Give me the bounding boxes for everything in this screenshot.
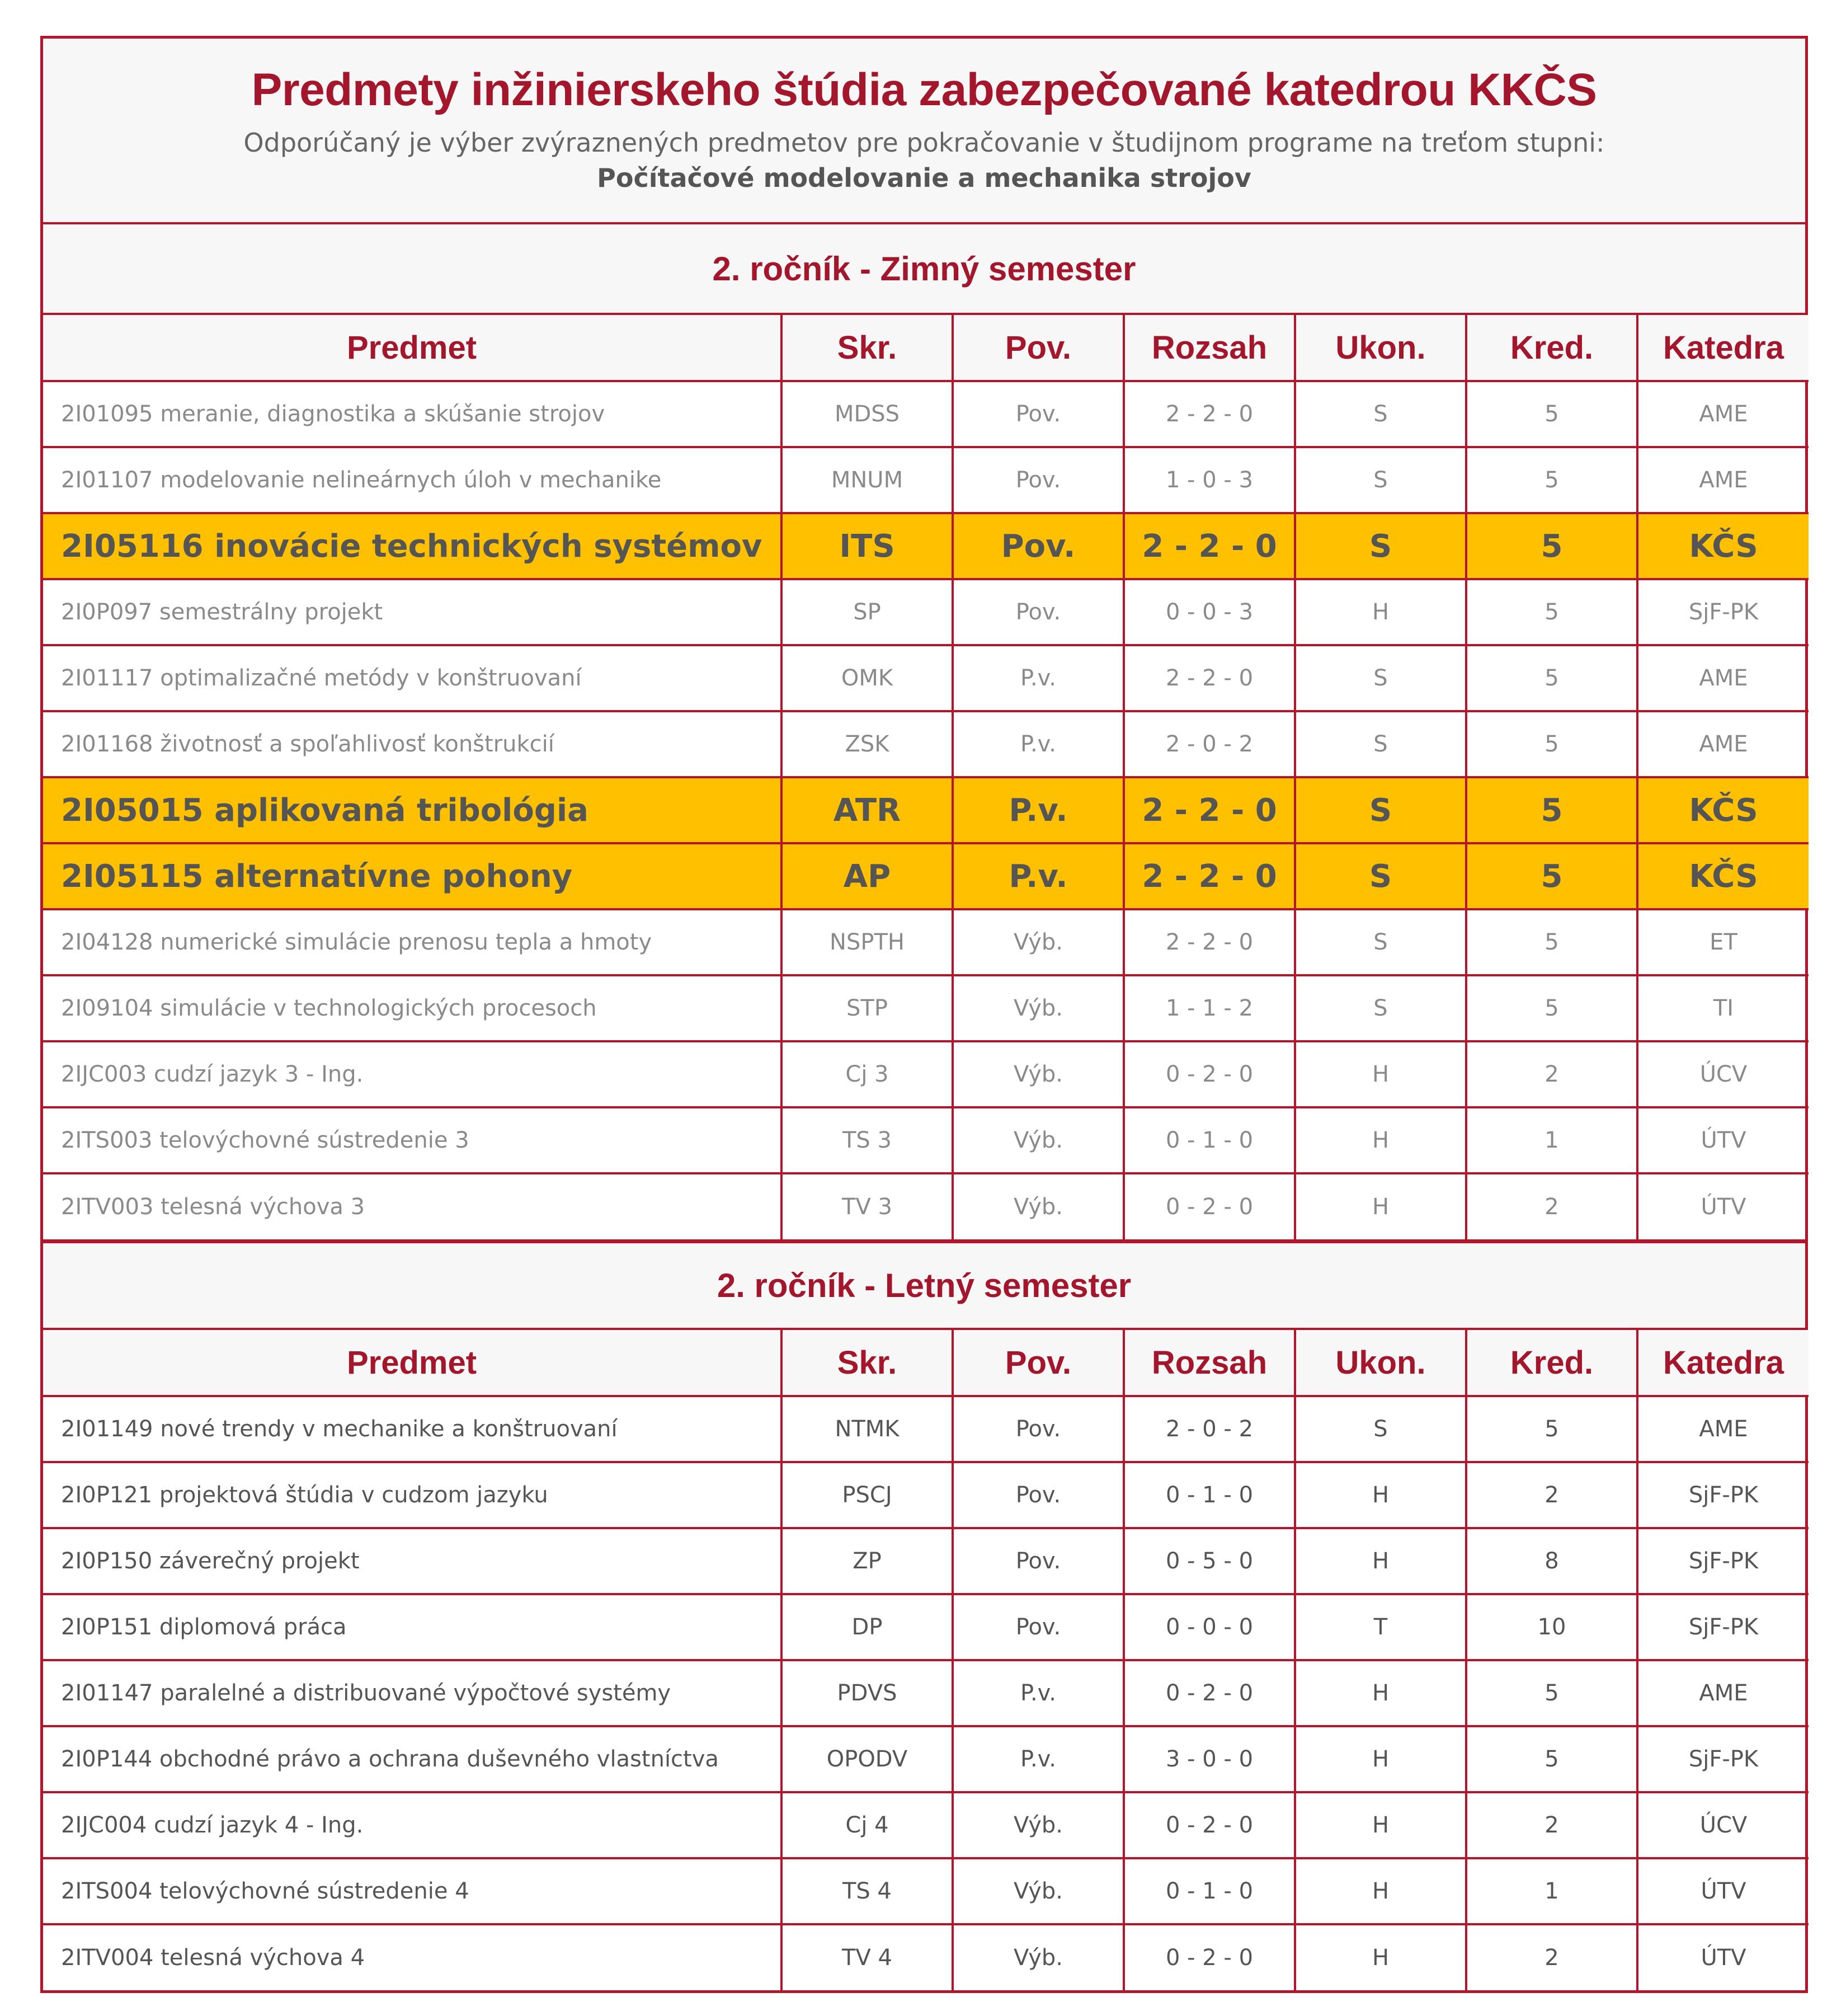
table-row	[43, 381, 1809, 447]
col-header-katedra: Katedra	[1637, 315, 1809, 381]
table-row	[43, 975, 1809, 1041]
winter-semester-table	[43, 315, 1809, 1239]
cell-rozsah: 3 - 0 - 0	[1124, 1726, 1295, 1792]
cell-skr: Cj 3	[781, 1041, 953, 1107]
cell-pov: Pov.	[953, 1594, 1124, 1660]
col-header-kred: Kred.	[1466, 315, 1637, 381]
cell-katedra: KČS	[1637, 777, 1809, 843]
cell-predmet: 2I09104 simulácie v technologických procesoch	[43, 975, 781, 1041]
cell-skr: MDSS	[781, 381, 953, 447]
cell-kred: 5	[1466, 777, 1637, 843]
cell-katedra: SjF-PK	[1637, 1726, 1809, 1792]
cell-ukon: H	[1295, 1173, 1466, 1239]
cell-rozsah: 2 - 0 - 2	[1124, 1396, 1295, 1462]
cell-kred: 5	[1466, 513, 1637, 579]
cell-skr: TS 3	[781, 1107, 953, 1173]
cell-predmet: 2ITV004 telesná výchova 4	[43, 1924, 781, 1990]
col-header-skr: Skr.	[781, 1330, 953, 1396]
table-row-highlighted	[43, 843, 1809, 909]
cell-pov: Výb.	[953, 1858, 1124, 1924]
cell-pov: P.v.	[953, 843, 1124, 909]
cell-kred: 2	[1466, 1462, 1637, 1528]
winter-semester-title: 2. ročník - Zimný semester	[712, 250, 1136, 288]
cell-skr: Cj 4	[781, 1792, 953, 1858]
cell-ukon: H	[1295, 1528, 1466, 1594]
cell-skr: NSPTH	[781, 909, 953, 975]
page-header	[43, 39, 1805, 224]
cell-pov: Výb.	[953, 1107, 1124, 1173]
cell-katedra: ET	[1637, 909, 1809, 975]
cell-skr: TV 4	[781, 1924, 953, 1990]
cell-predmet: 2I01168 životnosť a spoľahlivosť konštrukcií	[43, 711, 781, 777]
program-name: Počítačové modelovanie a mechanika strojov	[597, 163, 1251, 193]
cell-ukon: H	[1295, 1107, 1466, 1173]
cell-pov: Výb.	[953, 975, 1124, 1041]
cell-rozsah: 2 - 0 - 2	[1124, 711, 1295, 777]
page-title: Predmety inžinierskeho štúdia zabezpečované katedrou KKČS	[251, 64, 1597, 115]
cell-pov: Pov.	[953, 1462, 1124, 1528]
cell-kred: 5	[1466, 645, 1637, 711]
cell-katedra: ÚCV	[1637, 1792, 1809, 1858]
cell-katedra: SjF-PK	[1637, 1528, 1809, 1594]
table-row	[43, 1041, 1809, 1107]
cell-skr: PSCJ	[781, 1462, 953, 1528]
cell-rozsah: 0 - 2 - 0	[1124, 1660, 1295, 1726]
cell-katedra: AME	[1637, 711, 1809, 777]
cell-rozsah: 0 - 2 - 0	[1124, 1173, 1295, 1239]
cell-ukon: S	[1295, 1396, 1466, 1462]
cell-predmet: 2I01117 optimalizačné metódy v konštruovaní	[43, 645, 781, 711]
cell-kred: 5	[1466, 447, 1637, 513]
cell-rozsah: 0 - 1 - 0	[1124, 1858, 1295, 1924]
cell-katedra: SjF-PK	[1637, 1462, 1809, 1528]
cell-skr: ZP	[781, 1528, 953, 1594]
cell-skr: TS 4	[781, 1858, 953, 1924]
table-row	[43, 1173, 1809, 1239]
cell-predmet: 2ITV003 telesná výchova 3	[43, 1173, 781, 1239]
cell-kred: 2	[1466, 1924, 1637, 1990]
cell-kred: 8	[1466, 1528, 1637, 1594]
cell-ukon: H	[1295, 1462, 1466, 1528]
cell-katedra: ÚTV	[1637, 1924, 1809, 1990]
cell-predmet: 2I01095 meranie, diagnostika a skúšanie strojov	[43, 381, 781, 447]
col-header-pov: Pov.	[953, 1330, 1124, 1396]
cell-rozsah: 0 - 1 - 0	[1124, 1107, 1295, 1173]
cell-pov: Pov.	[953, 579, 1124, 645]
cell-pov: Pov.	[953, 381, 1124, 447]
cell-skr: MNUM	[781, 447, 953, 513]
cell-rozsah: 2 - 2 - 0	[1124, 381, 1295, 447]
cell-ukon: H	[1295, 1924, 1466, 1990]
cell-katedra: TI	[1637, 975, 1809, 1041]
cell-pov: Pov.	[953, 1396, 1124, 1462]
cell-rozsah: 2 - 2 - 0	[1124, 843, 1295, 909]
cell-pov: Výb.	[953, 1041, 1124, 1107]
table-row-highlighted	[43, 777, 1809, 843]
cell-skr: AP	[781, 843, 953, 909]
col-header-katedra: Katedra	[1637, 1330, 1809, 1396]
table-row	[43, 1858, 1809, 1924]
winter-table-body	[43, 381, 1809, 1239]
cell-kred: 1	[1466, 1107, 1637, 1173]
cell-rozsah: 0 - 0 - 3	[1124, 579, 1295, 645]
cell-rozsah: 2 - 2 - 0	[1124, 513, 1295, 579]
cell-predmet: 2I0P144 obchodné právo a ochrana duševného vlastníctva	[43, 1726, 781, 1792]
cell-predmet: 2I05115 alternatívne pohony	[43, 843, 781, 909]
cell-pov: Výb.	[953, 1924, 1124, 1990]
cell-rozsah: 2 - 2 - 0	[1124, 909, 1295, 975]
cell-katedra: AME	[1637, 447, 1809, 513]
cell-katedra: AME	[1637, 645, 1809, 711]
table-row-highlighted	[43, 513, 1809, 579]
cell-pov: Výb.	[953, 1792, 1124, 1858]
cell-rozsah: 2 - 2 - 0	[1124, 777, 1295, 843]
cell-rozsah: 0 - 1 - 0	[1124, 1462, 1295, 1528]
col-header-predmet: Predmet	[43, 1330, 781, 1396]
cell-rozsah: 0 - 2 - 0	[1124, 1924, 1295, 1990]
cell-skr: ATR	[781, 777, 953, 843]
cell-ukon: S	[1295, 447, 1466, 513]
cell-ukon: H	[1295, 1660, 1466, 1726]
cell-ukon: S	[1295, 843, 1466, 909]
cell-ukon: H	[1295, 1792, 1466, 1858]
cell-katedra: KČS	[1637, 843, 1809, 909]
cell-pov: P.v.	[953, 777, 1124, 843]
cell-predmet: 2ITS003 telovýchovné sústredenie 3	[43, 1107, 781, 1173]
summer-semester-table	[43, 1330, 1809, 1990]
cell-rozsah: 0 - 0 - 0	[1124, 1594, 1295, 1660]
cell-predmet: 2ITS004 telovýchovné sústredenie 4	[43, 1858, 781, 1924]
cell-ukon: S	[1295, 381, 1466, 447]
cell-pov: P.v.	[953, 1726, 1124, 1792]
winter-table-head	[43, 315, 1809, 381]
table-row	[43, 1660, 1809, 1726]
cell-kred: 5	[1466, 909, 1637, 975]
cell-katedra: ÚTV	[1637, 1107, 1809, 1173]
cell-skr: OPODV	[781, 1726, 953, 1792]
cell-ukon: S	[1295, 909, 1466, 975]
cell-rozsah: 0 - 2 - 0	[1124, 1041, 1295, 1107]
cell-ukon: T	[1295, 1594, 1466, 1660]
cell-pov: P.v.	[953, 711, 1124, 777]
cell-pov: Pov.	[953, 513, 1124, 579]
cell-skr: OMK	[781, 645, 953, 711]
cell-predmet: 2IJC004 cudzí jazyk 4 - Ing.	[43, 1792, 781, 1858]
cell-rozsah: 1 - 1 - 2	[1124, 975, 1295, 1041]
cell-rozsah: 1 - 0 - 3	[1124, 447, 1295, 513]
cell-rozsah: 2 - 2 - 0	[1124, 645, 1295, 711]
cell-katedra: ÚCV	[1637, 1041, 1809, 1107]
cell-kred: 2	[1466, 1792, 1637, 1858]
cell-kred: 5	[1466, 1396, 1637, 1462]
summer-table-head	[43, 1330, 1809, 1396]
table-row	[43, 1107, 1809, 1173]
table-row	[43, 1594, 1809, 1660]
cell-pov: Výb.	[953, 1173, 1124, 1239]
cell-pov: Výb.	[953, 909, 1124, 975]
cell-predmet: 2I0P150 záverečný projekt	[43, 1528, 781, 1594]
cell-kred: 5	[1466, 711, 1637, 777]
cell-predmet: 2I0P121 projektová štúdia v cudzom jazyku	[43, 1462, 781, 1528]
cell-skr: ITS	[781, 513, 953, 579]
col-header-kred: Kred.	[1466, 1330, 1637, 1396]
cell-predmet: 2I01147 paralelné a distribuované výpočtové systémy	[43, 1660, 781, 1726]
cell-ukon: S	[1295, 513, 1466, 579]
cell-kred: 2	[1466, 1041, 1637, 1107]
cell-predmet: 2I0P151 diplomová práca	[43, 1594, 781, 1660]
summer-table-body	[43, 1396, 1809, 1990]
col-header-ukon: Ukon.	[1295, 315, 1466, 381]
cell-ukon: H	[1295, 1041, 1466, 1107]
cell-kred: 5	[1466, 843, 1637, 909]
cell-skr: SP	[781, 579, 953, 645]
cell-predmet: 2I01107 modelovanie nelineárnych úloh v mechanike	[43, 447, 781, 513]
cell-kred: 2	[1466, 1173, 1637, 1239]
cell-pov: Pov.	[953, 447, 1124, 513]
cell-kred: 1	[1466, 1858, 1637, 1924]
table-row	[43, 1726, 1809, 1792]
cell-pov: Pov.	[953, 1528, 1124, 1594]
cell-ukon: H	[1295, 1726, 1466, 1792]
cell-ukon: H	[1295, 1858, 1466, 1924]
page-subtitle: Odporúčaný je výber zvýraznených predmetov pre pokračovanie v študijnom programe na treťom stupni:	[243, 128, 1605, 158]
col-header-skr: Skr.	[781, 315, 953, 381]
table-row	[43, 1462, 1809, 1528]
table-row	[43, 447, 1809, 513]
cell-predmet: 2I04128 numerické simulácie prenosu tepla a hmoty	[43, 909, 781, 975]
cell-kred: 5	[1466, 975, 1637, 1041]
summer-semester-title: 2. ročník - Letný semester	[717, 1267, 1132, 1304]
cell-predmet: 2I05015 aplikovaná tribológia	[43, 777, 781, 843]
table-row	[43, 1924, 1809, 1990]
col-header-rozsah: Rozsah	[1124, 315, 1295, 381]
cell-predmet: 2I05116 inovácie technických systémov	[43, 513, 781, 579]
cell-pov: P.v.	[953, 1660, 1124, 1726]
table-row	[43, 1792, 1809, 1858]
cell-katedra: AME	[1637, 381, 1809, 447]
cell-predmet: 2I0P097 semestrálny projekt	[43, 579, 781, 645]
cell-ukon: S	[1295, 777, 1466, 843]
cell-katedra: ÚTV	[1637, 1858, 1809, 1924]
cell-kred: 5	[1466, 1660, 1637, 1726]
summer-semester-header	[43, 1239, 1805, 1330]
cell-skr: TV 3	[781, 1173, 953, 1239]
table-row	[43, 909, 1809, 975]
cell-katedra: AME	[1637, 1396, 1809, 1462]
cell-skr: STP	[781, 975, 953, 1041]
table-row	[43, 645, 1809, 711]
cell-skr: ZSK	[781, 711, 953, 777]
cell-skr: NTMK	[781, 1396, 953, 1462]
course-table-page	[40, 36, 1808, 1993]
cell-kred: 10	[1466, 1594, 1637, 1660]
cell-katedra: AME	[1637, 1660, 1809, 1726]
cell-katedra: ÚTV	[1637, 1173, 1809, 1239]
cell-ukon: S	[1295, 975, 1466, 1041]
cell-katedra: SjF-PK	[1637, 579, 1809, 645]
cell-rozsah: 0 - 2 - 0	[1124, 1792, 1295, 1858]
cell-ukon: S	[1295, 711, 1466, 777]
cell-katedra: KČS	[1637, 513, 1809, 579]
table-row	[43, 711, 1809, 777]
cell-rozsah: 0 - 5 - 0	[1124, 1528, 1295, 1594]
col-header-rozsah: Rozsah	[1124, 1330, 1295, 1396]
cell-ukon: S	[1295, 645, 1466, 711]
cell-kred: 5	[1466, 579, 1637, 645]
cell-katedra: SjF-PK	[1637, 1594, 1809, 1660]
cell-kred: 5	[1466, 381, 1637, 447]
winter-semester-header	[43, 224, 1805, 315]
cell-pov: P.v.	[953, 645, 1124, 711]
cell-predmet: 2I01149 nové trendy v mechanike a konštruovaní	[43, 1396, 781, 1462]
cell-skr: PDVS	[781, 1660, 953, 1726]
cell-predmet: 2IJC003 cudzí jazyk 3 - Ing.	[43, 1041, 781, 1107]
col-header-ukon: Ukon.	[1295, 1330, 1466, 1396]
cell-skr: DP	[781, 1594, 953, 1660]
col-header-pov: Pov.	[953, 315, 1124, 381]
cell-ukon: H	[1295, 579, 1466, 645]
table-row	[43, 579, 1809, 645]
col-header-predmet: Predmet	[43, 315, 781, 381]
table-row	[43, 1396, 1809, 1462]
table-row	[43, 1528, 1809, 1594]
cell-kred: 5	[1466, 1726, 1637, 1792]
